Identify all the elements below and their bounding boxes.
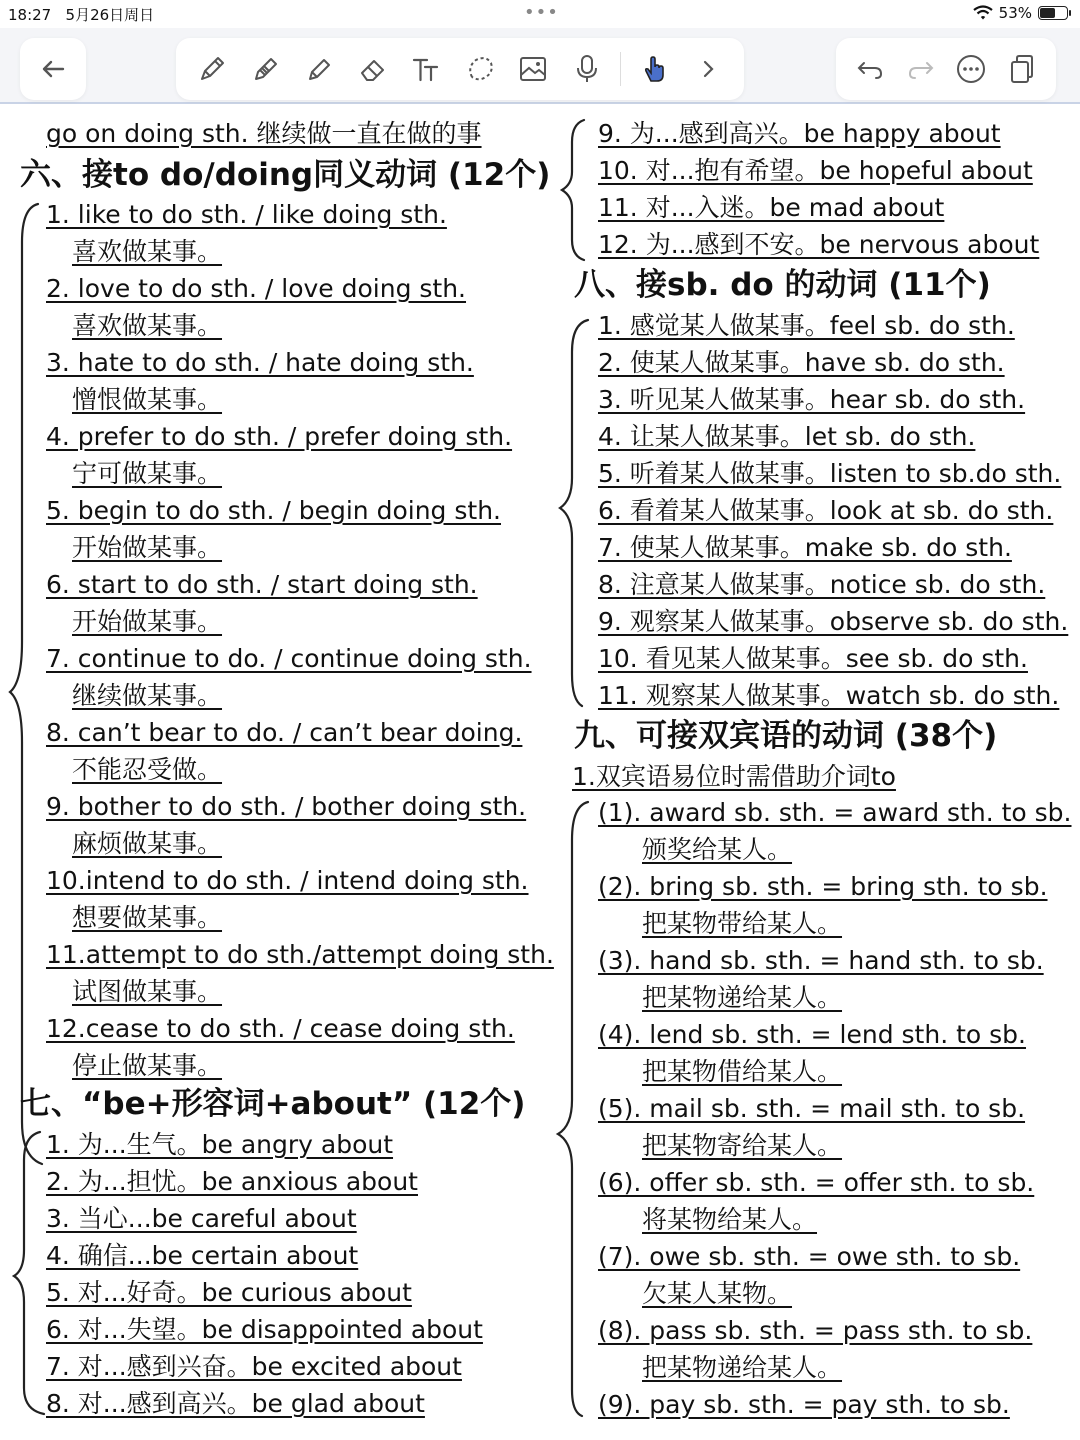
arrow-left-icon — [38, 54, 68, 84]
text-icon — [410, 53, 442, 85]
list-item: 8. 对...感到高兴。be glad about — [46, 1389, 425, 1418]
battery-icon — [1038, 6, 1068, 20]
pencil-icon — [250, 53, 282, 85]
undo-button[interactable] — [850, 49, 890, 89]
undo-icon — [854, 53, 886, 85]
lasso-icon — [464, 53, 496, 85]
brace-bracket — [558, 318, 598, 708]
list-item: (8). pass sb. sth. = pass sth. to sb. — [598, 1316, 1033, 1345]
list-item-translation: 想要做某事。 — [72, 903, 223, 932]
list-item: 9. bother to do sth. / bother doing sth. — [46, 792, 527, 821]
pages-button[interactable] — [1002, 49, 1042, 89]
list-item: 9. 为...感到高兴。be happy about — [598, 119, 1001, 148]
image-icon — [517, 53, 549, 85]
list-item: 6. 对...失望。be disappointed about — [46, 1315, 483, 1344]
text-tool-button[interactable] — [406, 49, 446, 89]
redo-button[interactable] — [901, 49, 941, 89]
list-item-translation: 把某物递给某人。 — [642, 983, 843, 1012]
list-item: 4. 让某人做某事。let sb. do sth. — [598, 422, 976, 451]
more-icon — [955, 53, 987, 85]
section-heading: 七、“be+形容词+about” (12个) — [20, 1086, 526, 1122]
list-item: 2. love to do sth. / love doing sth. — [46, 274, 467, 303]
list-item: (6). offer sb. sth. = offer sth. to sb. — [598, 1168, 1035, 1197]
list-item-translation: 不能忍受做。 — [72, 755, 223, 784]
list-item: 11.attempt to do sth./attempt doing sth. — [46, 940, 554, 969]
list-item: 5. 对...好奇。be curious about — [46, 1278, 412, 1307]
list-item-translation: 把某物借给某人。 — [642, 1057, 843, 1086]
list-item: 4. 确信...be certain about — [46, 1241, 359, 1270]
marker-tool-button[interactable] — [299, 49, 339, 89]
action-bar — [836, 38, 1056, 100]
list-item: 3. hate to do sth. / hate doing sth. — [46, 348, 474, 377]
list-item: 7. 对...感到兴奋。be excited about — [46, 1352, 462, 1381]
list-item: 3. 当心...be careful about — [46, 1204, 357, 1233]
list-item: 4. prefer to do sth. / prefer doing sth. — [46, 422, 513, 451]
chevron-right-icon — [692, 53, 724, 85]
list-item-translation: 憎恨做某事。 — [72, 385, 223, 414]
list-item-translation: 停止做某事。 — [72, 1051, 223, 1080]
list-item: 8. 注意某人做某事。notice sb. do sth. — [598, 570, 1046, 599]
section-heading: 八、接sb. do 的动词 (11个) — [574, 267, 991, 303]
list-item: 1. 感觉某人做某事。feel sb. do sth. — [598, 311, 1015, 340]
list-item: 12. 为...感到不安。be nervous about — [598, 230, 1040, 259]
list-item-translation: 麻烦做某事。 — [72, 829, 223, 858]
list-item: 6. 看着某人做某事。look at sb. do sth. — [598, 496, 1054, 525]
more-button[interactable] — [951, 49, 991, 89]
list-item: 12.cease to do sth. / cease doing sth. — [46, 1014, 515, 1043]
eraser-tool-button[interactable] — [353, 49, 393, 89]
image-tool-button[interactable] — [513, 49, 553, 89]
touch-icon — [639, 53, 671, 85]
pen-icon — [196, 53, 228, 85]
list-item: (5). mail sb. sth. = mail sth. to sb. — [598, 1094, 1026, 1123]
list-item: 7. 使某人做某事。make sb. do sth. — [598, 533, 1012, 562]
toolbar-divider — [620, 52, 621, 86]
list-item-translation: 开始做某事。 — [72, 533, 223, 562]
note-line: go on doing sth. 继续做一直在做的事 — [46, 119, 482, 148]
section-heading: 九、可接双宾语的动词 (38个) — [574, 718, 998, 754]
list-item: 11. 对...入迷。be mad about — [598, 193, 945, 222]
multitask-dots-icon[interactable]: ••• — [524, 2, 559, 23]
list-item-translation: 欠某人某物。 — [642, 1279, 793, 1308]
list-item: 11. 观察某人做某事。watch sb. do sth. — [598, 681, 1060, 710]
brace-bracket — [8, 202, 48, 1168]
status-time: 18:27 5月26日周日 — [8, 6, 155, 24]
status-bar — [0, 0, 1080, 28]
marker-icon — [303, 53, 335, 85]
battery-percent: 53% — [998, 4, 1032, 22]
list-item: 10. 看见某人做某事。see sb. do sth. — [598, 644, 1028, 673]
list-item: 6. start to do sth. / start doing sth. — [46, 570, 478, 599]
list-item-translation: 开始做某事。 — [72, 607, 223, 636]
lasso-tool-button[interactable] — [460, 49, 500, 89]
list-item: (7). owe sb. sth. = owe sth. to sb. — [598, 1242, 1021, 1271]
list-item-translation: 继续做某事。 — [72, 681, 223, 710]
mic-icon — [571, 53, 603, 85]
audio-tool-button[interactable] — [567, 49, 607, 89]
back-button[interactable] — [20, 38, 86, 100]
section-heading: 六、接to do/doing同义动词 (12个) — [20, 157, 551, 193]
list-item: (2). bring sb. sth. = bring sth. to sb. — [598, 872, 1048, 901]
wifi-icon — [973, 5, 993, 21]
list-item: 7. continue to do. / continue doing sth. — [46, 644, 532, 673]
list-item-translation: 把某物带给某人。 — [642, 909, 843, 938]
list-item: (1). award sb. sth. = award sth. to sb. — [598, 798, 1072, 827]
list-item-translation: 试图做某事。 — [72, 977, 223, 1006]
list-item-translation: 把某物递给某人。 — [642, 1353, 843, 1382]
redo-icon — [905, 53, 937, 85]
list-item-translation: 把某物寄给某人。 — [642, 1131, 843, 1160]
list-item: 5. begin to do sth. / begin doing sth. — [46, 496, 501, 525]
list-item-translation: 宁可做某事。 — [72, 459, 223, 488]
list-item: 1. 为...生气。be angry about — [46, 1130, 394, 1159]
subsection-title: 1.双宾语易位时需借助介词to — [572, 762, 896, 791]
touch-mode-button[interactable] — [635, 49, 675, 89]
list-item: 10.intend to do sth. / intend doing sth. — [46, 866, 529, 895]
list-item-translation: 将某物给某人。 — [642, 1205, 818, 1234]
list-item: 9. 观察某人做某事。observe sb. do sth. — [598, 607, 1069, 636]
list-item-translation: 颁奖给某人。 — [642, 835, 793, 864]
list-item: (3). hand sb. sth. = hand sth. to sb. — [598, 946, 1044, 975]
list-item: (9). pay sb. sth. = pay sth. to sb. — [598, 1390, 1010, 1419]
brace-bracket — [556, 800, 596, 1420]
note-page[interactable] — [0, 106, 1080, 1440]
list-item-translation: 喜欢做某事。 — [72, 237, 223, 266]
list-item: 3. 听见某人做某事。hear sb. do sth. — [598, 385, 1026, 414]
eraser-icon — [357, 53, 389, 85]
pages-icon — [1006, 53, 1038, 85]
pen-tool-button[interactable] — [192, 49, 232, 89]
tool-palette — [176, 38, 744, 100]
list-item: 2. 使某人做某事。have sb. do sth. — [598, 348, 1005, 377]
more-tools-button[interactable] — [688, 49, 728, 89]
brace-bracket — [560, 118, 590, 262]
list-item-translation: 喜欢做某事。 — [72, 311, 223, 340]
list-item: 2. 为...担忧。be anxious about — [46, 1167, 418, 1196]
list-item: 10. 对...抱有希望。be hopeful about — [598, 156, 1033, 185]
list-item: (4). lend sb. sth. = lend sth. to sb. — [598, 1020, 1026, 1049]
list-item: 5. 听着某人做某事。listen to sb.do sth. — [598, 459, 1062, 488]
pencil-tool-button[interactable] — [246, 49, 286, 89]
list-item: 1. like to do sth. / like doing sth. — [46, 200, 447, 229]
list-item: 8. can’t bear to do. / can’t bear doing. — [46, 718, 523, 747]
